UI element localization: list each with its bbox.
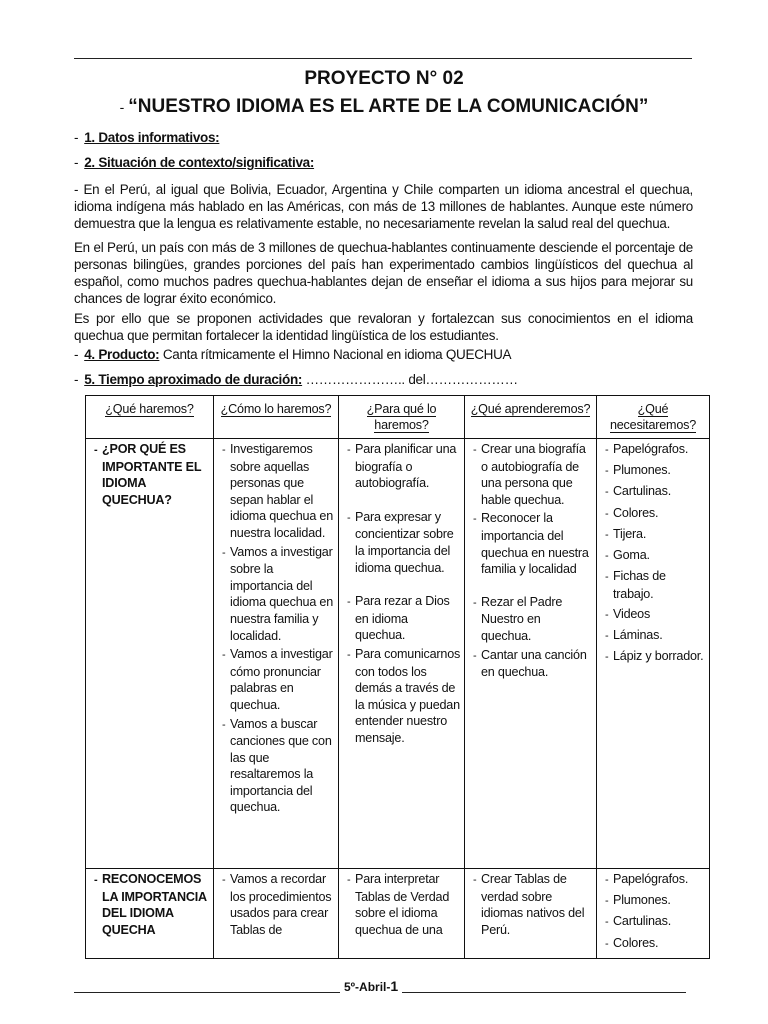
header-que-aprenderemos: ¿Qué aprenderemos? — [465, 396, 597, 439]
header-que-haremos: ¿Qué haremos? — [86, 396, 214, 439]
section-1-label: 1. Datos informativos: — [84, 130, 220, 145]
header-para-que: ¿Para qué lo haremos? — [339, 396, 465, 439]
section-4-label: 4. Producto: — [84, 347, 160, 362]
section-5-value: ………………….. del………………… — [305, 372, 518, 387]
page-number: 1 — [390, 978, 399, 994]
footer-date: 5º-Abril- — [344, 980, 391, 994]
section-1: - 1. Datos informativos: — [74, 130, 220, 145]
top-rule — [74, 58, 692, 59]
section-4-value: Canta rítmicamente el Himno Nacional en idioma QUECHUA — [162, 347, 512, 362]
section-5: - 5. Tiempo aproximado de duración: ………………….. del………………… — [74, 372, 518, 387]
activity-cell: - ¿POR QUÉ ES IMPORTANTE EL IDIOMA QUECHUA? — [86, 439, 214, 869]
materials-cell: - Papelógrafos. - Plumones. - Cartulinas. - Colores. — [597, 869, 710, 959]
page-footer — [340, 978, 402, 994]
how-cell: - Investigaremos sobre aquellas personas que sepan hablar el idioma quechua en nuestra localidad. - Vamos a investigar sobre la importancia del idioma quechua en nuestra familia y localidad. - Vamos a investigar cómo pronunciar palabras en quechua. - Vamos a buscar canciones que con las que resaltaremos la importancia del quechua. — [214, 439, 339, 869]
table-header-row — [86, 396, 710, 439]
table-row — [86, 439, 710, 869]
section-5-label: 5. Tiempo aproximado de duración: — [84, 372, 303, 387]
context-paragraph-3: Es por ello que se proponen actividades que revaloran y fortalezcan sus conocimientos en el idioma quechua que permitan fortalecer la identidad lingüística de los estudiantes. — [74, 311, 693, 343]
section-4: - 4. Producto: Canta rítmicamente el Himno Nacional en idioma QUECHUA — [74, 347, 512, 362]
how-cell: - Vamos a recordar los procedimientos usados para crear Tablas de — [214, 869, 339, 959]
materials-cell: - Papelógrafos. - Plumones. - Cartulinas. - Colores. - Tijera. - Goma. - Fichas de trabajo. - Videos - Láminas. - Lápiz y borrador. — [597, 439, 710, 869]
activities-table — [85, 395, 710, 959]
purpose-cell: - Para interpretar Tablas de Verdad sobre el idioma quechua de una — [339, 869, 465, 959]
table-row — [86, 869, 710, 959]
section-2: - 2. Situación de contexto/significativa: — [74, 155, 315, 170]
learning-cell: - Crear una biografía o autobiografía de una persona que hable quechua. - Reconocer la importancia del quechua en nuestra familia y localidad - Rezar el Padre Nuestro en quechua. - Cantar una canción en quechua. — [465, 439, 597, 869]
header-como-lo-haremos: ¿Cómo lo haremos? — [214, 396, 339, 439]
header-que-necesitaremos: ¿Qué necesitaremos? — [597, 396, 710, 439]
project-subtitle — [0, 96, 768, 118]
context-paragraph-1: - En el Perú, al igual que Bolivia, Ecuador, Argentina y Chile comparten un idioma ancestral el quechua, idioma indígena más hablado en las Américas, con más de 13 millones de hablantes. Aunque este número demuestra que la lengua es relativamente estable, no necesariamente revelan la salud real del quechua. — [74, 182, 693, 231]
learning-cell: - Crear Tablas de verdad sobre idiomas nativos del Perú. — [465, 869, 597, 959]
section-2-label: 2. Situación de contexto/significativa: — [84, 155, 315, 170]
context-paragraph-2: En el Perú, un país con más de 3 millones de quechua-hablantes continuamente desciende el porcentaje de personas bilingües, grandes porciones del país han experimentado cambios lingüísticos del quechua al español, como muchos padres quechua-hablantes dejan de enseñar el idioma a sus hijos para mejorar su chances de lograr éxito económico. — [74, 240, 693, 306]
subtitle-text: “NUESTRO IDIOMA ES EL ARTE DE LA COMUNICACIÓN” — [128, 96, 649, 117]
project-title: PROYECTO N° 02 — [304, 68, 464, 89]
subtitle-dash: - — [119, 99, 125, 115]
activity-cell: - RECONOCEMOS LA IMPORTANCIA DEL IDIOMA QUECHA — [86, 869, 214, 959]
purpose-cell: - Para planificar una biografía o autobiografía. - Para expresar y concientizar sobre la importancia del idioma quechua. - Para rezar a Dios en idioma quechua. - Para comunicarnos con todos los demás a través de la música y puedan entender nuestro mensaje. — [339, 439, 465, 869]
